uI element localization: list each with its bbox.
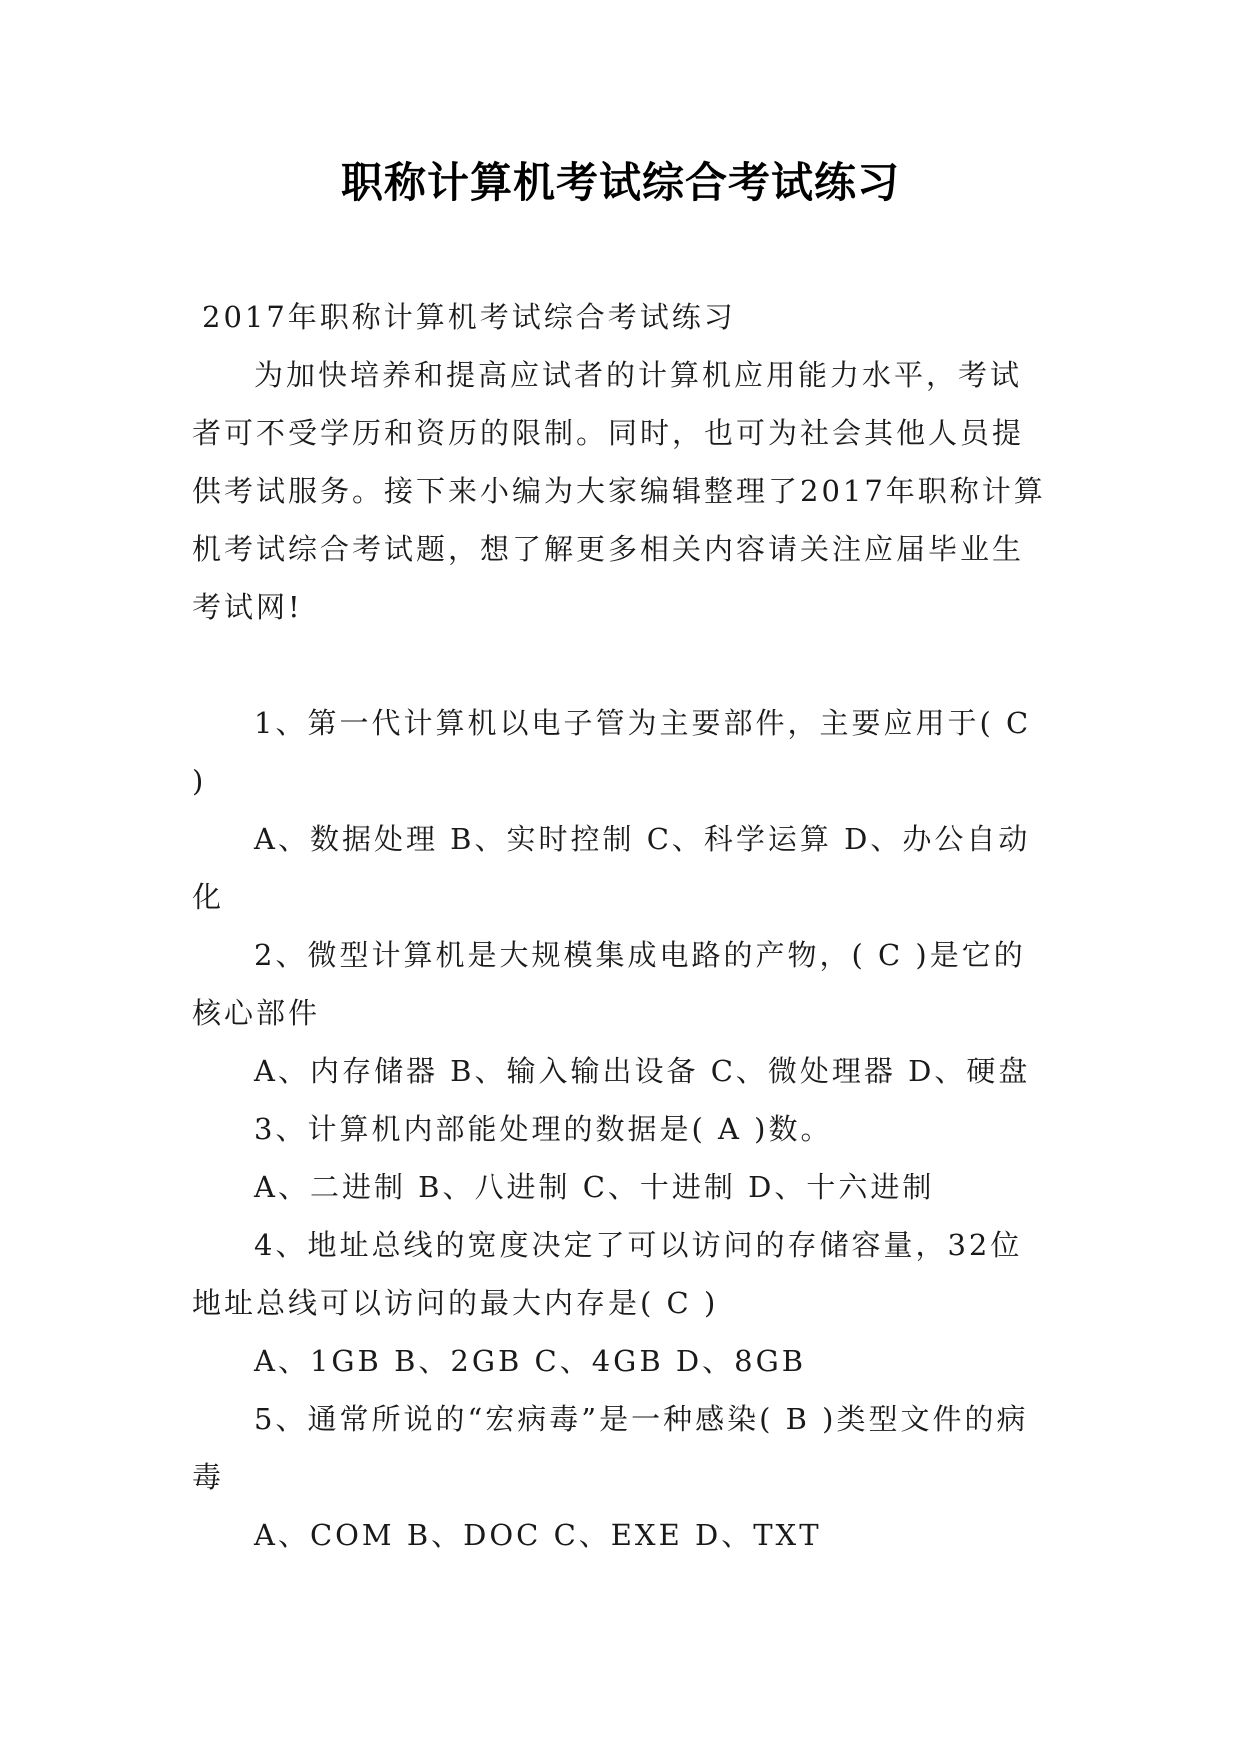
paragraph-spacer — [192, 636, 1052, 694]
question-1-options: A、数据处理 B、实时控制 C、科学运算 D、办公自动化 — [192, 822, 1031, 914]
question-2-options: A、内存储器 B、输入输出设备 C、微处理器 D、硬盘 — [254, 1054, 1031, 1088]
question-4-options: A、1GB B、2GB C、4GB D、8GB — [254, 1344, 807, 1378]
document-body — [192, 288, 1052, 1564]
question-3: 3、计算机内部能处理的数据是( A )数。 — [254, 1112, 833, 1146]
document-title: 职称计算机考试综合考试练习 — [340, 158, 900, 207]
intro-paragraph: 为加快培养和提高应试者的计算机应用能力水平，考试者可不受学历和资历的限制。同时，也可为社会其他人员提供考试服务。接下来小编为大家编辑整理了2017年职称计算机考试综合考试题，想了解更多相关内容请关注应届毕业生考试网! — [192, 358, 1046, 624]
question-3-options: A、二进制 B、八进制 C、十进制 D、十六进制 — [254, 1170, 935, 1204]
document-subtitle: 2017年职称计算机考试综合考试练习 — [202, 300, 736, 334]
question-5: 5、通常所说的“宏病毒”是一种感染( B )类型文件的病毒 — [192, 1402, 1029, 1494]
question-2: 2、微型计算机是大规模集成电路的产物，( C )是它的核心部件 — [192, 938, 1026, 1030]
question-5-options: A、COM B、DOC C、EXE D、TXT — [254, 1518, 822, 1552]
question-4: 4、地址总线的宽度决定了可以访问的存储容量，32位地址总线可以访问的最大内存是( C ) — [192, 1228, 1023, 1320]
question-1: 1、第一代计算机以电子管为主要部件，主要应用于( C ) — [192, 706, 1032, 798]
